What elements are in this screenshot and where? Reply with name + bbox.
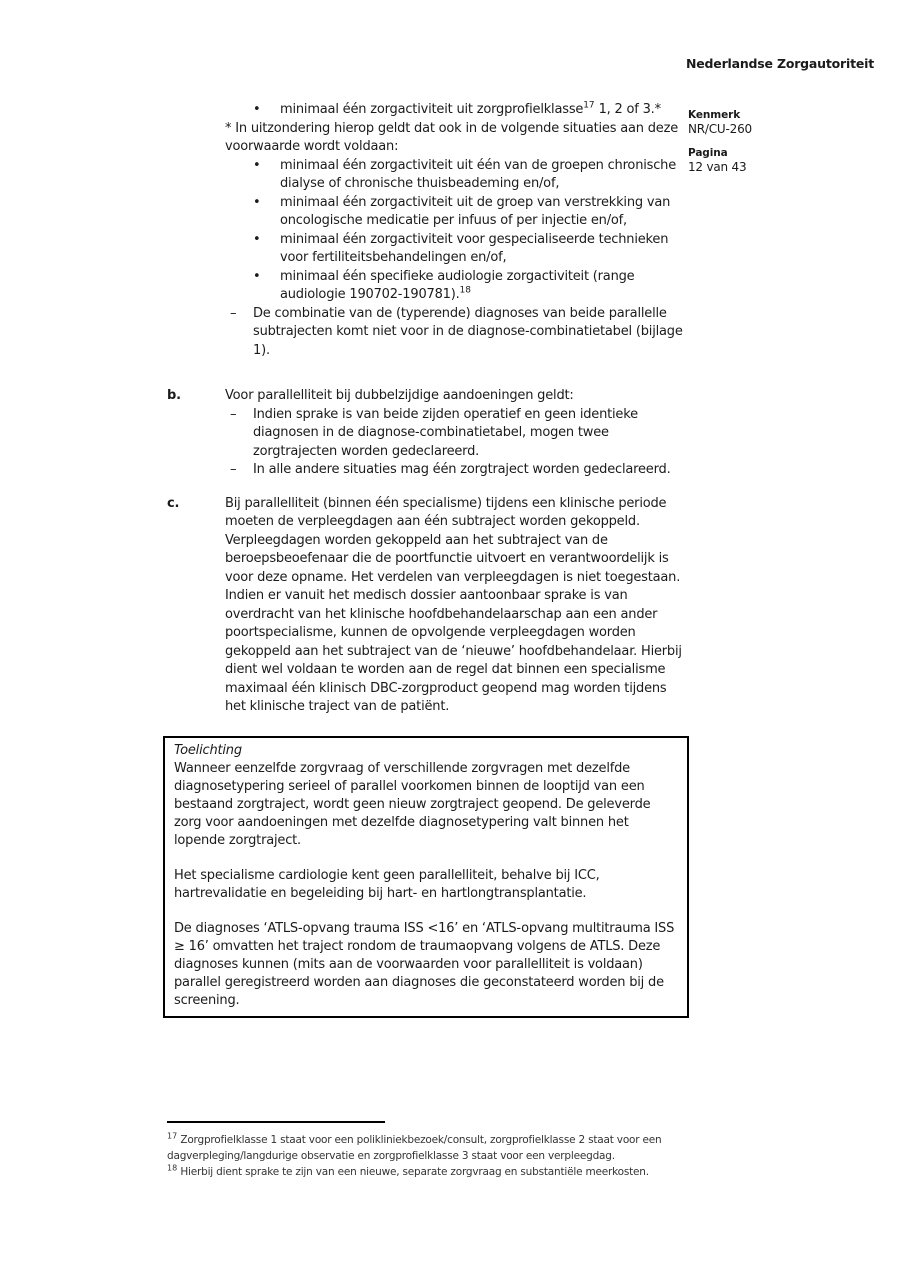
section-b-label: b.	[167, 388, 181, 403]
footnote-ref-18: 18	[459, 285, 471, 296]
kenmerk-label: Kenmerk	[688, 109, 741, 121]
section-b-intro: Voor parallelliteit bij dubbelzijdige aandoeningen geldt:	[225, 388, 574, 403]
exception-paragraph: * In uitzondering hierop geldt dat ook in de volgende situaties aan deze voorwaarde wordt voldaan:	[225, 120, 679, 154]
dash-icon: –	[230, 305, 237, 321]
list-item	[225, 461, 685, 480]
list-item-text-pre: minimaal één zorgactiviteit uit zorgprofielklasse	[280, 102, 584, 117]
footnote-18-marker: 18	[167, 1163, 178, 1173]
footnote-18-text: Hierbij dient sprake te zijn van een nieuwe, separate zorgvraag en substantiële meerkosten.	[177, 1166, 649, 1178]
list-item-text-pre: minimaal één specifieke audiologie zorgactiviteit (range audiologie 190702-190781).	[280, 268, 635, 302]
bullet-icon: •	[253, 102, 261, 117]
footnote-17-text: Zorgprofielklasse 1 staat voor een polikliniekbezoek/consult, zorgprofielklasse 2 staat voor een dagverpleging/langdurige observatie en zorgprofielklasse 3 staat voor een verpleegdag.	[167, 1134, 662, 1162]
list-item-text	[280, 101, 682, 120]
pagina-value: 12 van 43	[688, 160, 747, 174]
list-item	[225, 101, 691, 120]
footnote-17	[167, 1132, 687, 1164]
intro-section	[225, 101, 691, 360]
footnotes-section	[167, 1115, 687, 1180]
footnote-ref-17: 17	[583, 100, 595, 111]
list-item-text	[280, 268, 682, 305]
dash-icon: –	[230, 406, 237, 422]
list-item-text-post: 1, 2 of 3.*	[594, 102, 661, 117]
bullet-icon: •	[253, 268, 261, 284]
org-title: Nederlandse Zorgautoriteit	[686, 56, 874, 71]
pagina-label: Pagina	[688, 147, 728, 159]
bullet-icon: •	[253, 194, 261, 210]
section-c-label: c.	[167, 495, 180, 511]
toelichting-paragraph-3: De diagnoses ‘ATLS-opvang trauma ISS <16’ en ‘ATLS-opvang multitrauma ISS ≥ 16’ omvatten het traject rondom de traumaopvang volgens de ATLS. Deze diagnoses kunnen (mits aan de voorwaarden voor parallelliteit is voldaan) parallel geregistreerd worden aan diagnoses die geconstateerd worden bij de screening.	[174, 920, 675, 1008]
section-b	[167, 387, 691, 480]
footnote-17-marker: 17	[167, 1131, 178, 1141]
toelichting-title: Toelichting	[174, 742, 242, 758]
list-item	[225, 305, 691, 361]
list-item-text: minimaal één zorgactiviteit voor gespecialiseerde technieken voor fertiliteitsbehandelingen en/of,	[280, 231, 669, 265]
toelichting-paragraph-2: Het specialisme cardiologie kent geen parallelliteit, behalve bij ICC, hartrevalidatie en begeleiding bij hart- en hartlongtransplantatie.	[174, 867, 600, 901]
list-item-text: minimaal één zorgactiviteit uit één van de groepen chronische dialyse of chronische thuisbeademing en/of,	[280, 157, 676, 191]
toelichting-box	[163, 736, 689, 1018]
toelichting-paragraph-1: Wanneer eenzelfde zorgvraag of verschillende zorgvragen met dezelfde diagnosetypering serieel of parallel voorkomen binnen de looptijd van een bestaand zorgtraject, wordt geen nieuw zorgtraject geopend. De geleverde zorg voor aandoeningen met dezelfde diagnosetypering valt binnen het lopende zorgtraject.	[174, 760, 651, 848]
list-item-text: In alle andere situaties mag één zorgtraject worden gedeclareerd.	[253, 462, 671, 477]
section-c	[167, 495, 691, 717]
list-item	[225, 231, 691, 268]
page-meta	[688, 109, 848, 185]
bullet-icon: •	[253, 157, 261, 173]
list-item-text: De combinatie van de (typerende) diagnoses van beide parallelle subtrajecten komt niet voor in de diagnose-combinatietabel (bijlage 1).	[253, 305, 683, 358]
dash-icon: –	[230, 462, 237, 477]
list-item	[225, 406, 685, 462]
list-item	[225, 194, 691, 231]
footnote-separator	[167, 1121, 385, 1123]
document-body	[167, 101, 691, 1018]
list-item-text: Indien sprake is van beide zijden operatief en geen identieke diagnosen in de diagnose-combinatietabel, mogen twee zorgtrajecten worden gedeclareerd.	[253, 406, 638, 459]
section-c-body	[225, 495, 685, 717]
kenmerk-value: NR/CU-260	[688, 122, 752, 136]
list-item	[225, 157, 691, 194]
list-item-text: minimaal één zorgactiviteit uit de groep van verstrekking van oncologische medicatie per infuus of per injectie en/of,	[280, 194, 671, 228]
footnote-18	[167, 1164, 687, 1180]
section-c-paragraph: Bij parallelliteit (binnen één specialisme) tijdens een klinische periode moeten de verpleegdagen aan één subtraject worden gekoppeld. Verpleegdagen worden gekoppeld aan het subtraject van de beroepsbeoefenaar die de poortfunctie uitvoert en verantwoordelijk is voor deze opname. Het verdelen van verpleegdagen is niet toegestaan. Indien er vanuit het medisch dossier aantoonbaar sprake is van overdracht van het klinische hoofdbehandelaarschap aan een ander poortspecialisme, kunnen de opvolgende verpleegdagen worden gekoppeld aan het subtraject van de ‘nieuwe’ hoofdbehandelaar. Hierbij dient wel voldaan te worden aan de regel dat binnen een specialisme maximaal één klinisch DBC-zorgproduct geopend mag worden tijdens het klinische traject van de patiënt.	[225, 495, 682, 714]
section-b-body	[225, 387, 685, 480]
bullet-icon: •	[253, 231, 261, 247]
list-item	[225, 268, 691, 305]
